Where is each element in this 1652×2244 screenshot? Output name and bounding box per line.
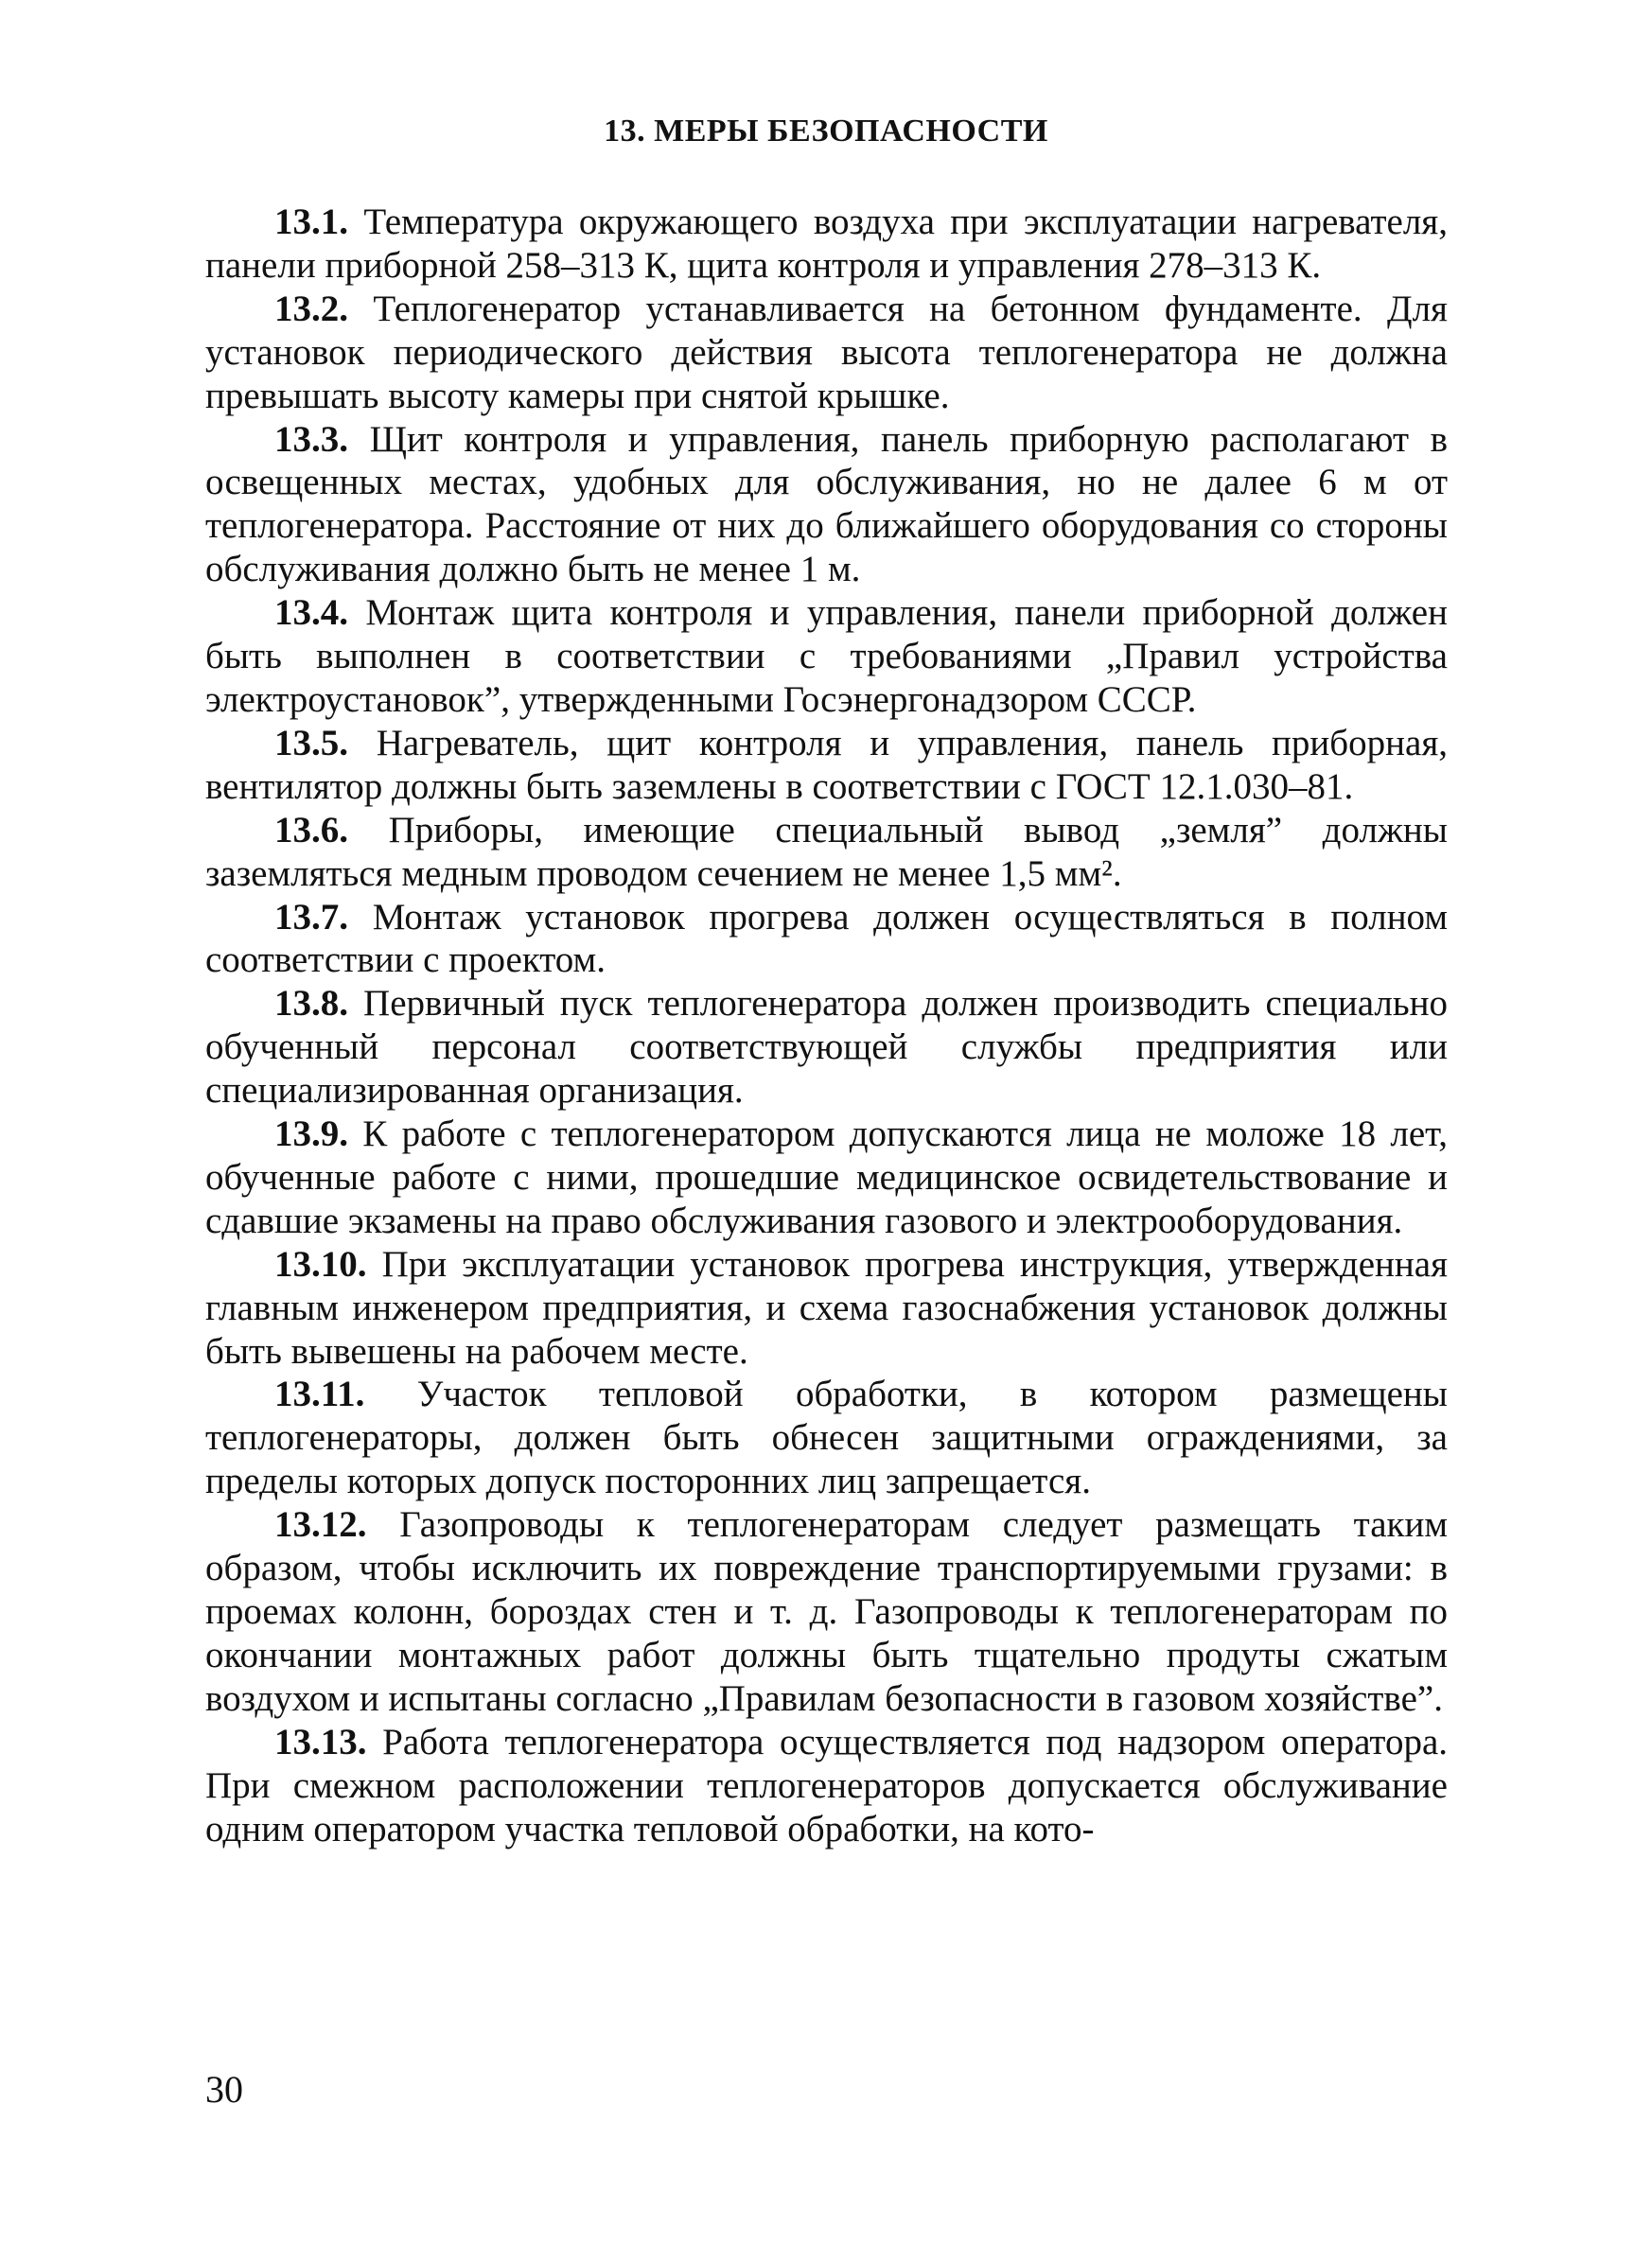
paragraph-number: 13.9. <box>274 1113 348 1155</box>
paragraph-number: 13.11. <box>274 1374 365 1415</box>
paragraph-text: Газопроводы к теплогенераторам следует размещать таким образом, чтобы исключить их повреждение транспортируемыми грузами: в проемах колонн, бороздах стен и т. д. Газопроводы к теплогенераторам по окончании монтажных работ должны быть тщательно продуты сжатым воздухом и испытаны согласно „Правилам безопасности в газовом хозяйстве”. <box>205 1504 1449 1719</box>
paragraph-number: 13.6. <box>274 809 348 850</box>
paragraph-text: Нагреватель, щит контроля и управления, панель приборная, вентилятор должны быть заземлены в соответствии с ГОСТ 12.1.030–81. <box>205 722 1449 807</box>
paragraph-number: 13.5. <box>274 722 348 763</box>
paragraph-text: При эксплуатации установок прогрева инструкция, утвержденная главным инженером предприятия, и схема газоснабжения установок должны быть вывешены на рабочем месте. <box>205 1243 1449 1372</box>
paragraph-number: 13.10. <box>274 1243 367 1285</box>
paragraph-number: 13.3. <box>274 418 348 460</box>
paragraph-13-3 <box>205 418 1448 592</box>
paragraph-13-2 <box>205 288 1448 418</box>
paragraph-13-4 <box>205 591 1448 722</box>
paragraph-text: Приборы, имеющие специальный вывод „земля” должны заземляться медным проводом сечением не менее 1,5 мм². <box>205 809 1448 894</box>
paragraph-number: 13.13. <box>274 1721 367 1762</box>
paragraph-13-8 <box>205 982 1448 1113</box>
paragraph-number: 13.1. <box>274 202 348 242</box>
page-number: 30 <box>205 2068 243 2111</box>
section-body <box>205 201 1448 1850</box>
paragraph-text: К работе с теплогенератором допускаются лица не моложе 18 лет, обученные работе с ними, прошедшие медицинское освидетельствование и сдавшие экзамены на право обслуживания газового и электрооборудования. <box>205 1113 1448 1241</box>
paragraph-13-13 <box>205 1721 1448 1851</box>
paragraph-13-6 <box>205 809 1448 896</box>
paragraph-13-1 <box>205 201 1448 288</box>
paragraph-text: Первичный пуск теплогенератора должен производить специально обученный персонал соответствующей службы предприятия или специализированная организация. <box>205 983 1449 1112</box>
paragraph-text: Теплогенератор устанавливается на бетонном фундаменте. Для установок периодического действия высота теплогенератора не должна превышать высоту камеры при снятой крышке. <box>205 288 1448 416</box>
paragraph-text: Монтаж щита контроля и управления, панели приборной должен быть выполнен в соответствии с требованиями „Правил устройства электроустановок”, утвержденными Госэнергонадзором СССР. <box>205 592 1448 720</box>
paragraph-text: Температура окружающего воздуха при эксплуатации нагревателя, панели приборной 258–313 К, щита контроля и управления 278–313 К. <box>205 202 1448 286</box>
paragraph-text: Щит контроля и управления, панель приборную располагают в освещенных местах, удобных для обслуживания, но не далее 6 м от теплогенератора. Расстояние от них до ближайшего оборудования со стороны обслуживания должно быть не менее 1 м. <box>205 418 1448 590</box>
paragraph-13-5 <box>205 722 1448 809</box>
paragraph-text: Участок тепловой обработки, в котором размещены теплогенераторы, должен быть обнесен защитными ограждениями, за пределы которых допуск посторонних лиц запрещается. <box>205 1374 1449 1502</box>
paragraph-13-12 <box>205 1503 1448 1721</box>
paragraph-number: 13.12. <box>274 1504 367 1546</box>
paragraph-13-9 <box>205 1113 1448 1243</box>
paragraph-text: Монтаж установок прогрева должен осуществляться в полном соответствии с проектом. <box>205 896 1448 981</box>
paragraph-13-10 <box>205 1243 1448 1374</box>
paragraph-number: 13.7. <box>274 896 348 938</box>
paragraph-13-11 <box>205 1373 1448 1503</box>
paragraph-13-7 <box>205 896 1448 983</box>
paragraph-number: 13.8. <box>274 983 348 1025</box>
section-heading: 13. МЕРЫ БЕЗОПАСНОСТИ <box>604 114 1048 149</box>
paragraph-number: 13.2. <box>274 288 348 329</box>
paragraph-text: Работа теплогенератора осуществляется под надзором оператора. При смежном расположении теплогенераторов допускается обслуживание одним оператором участка тепловой обработки, на кото- <box>205 1721 1449 1850</box>
paragraph-number: 13.4. <box>274 592 348 634</box>
